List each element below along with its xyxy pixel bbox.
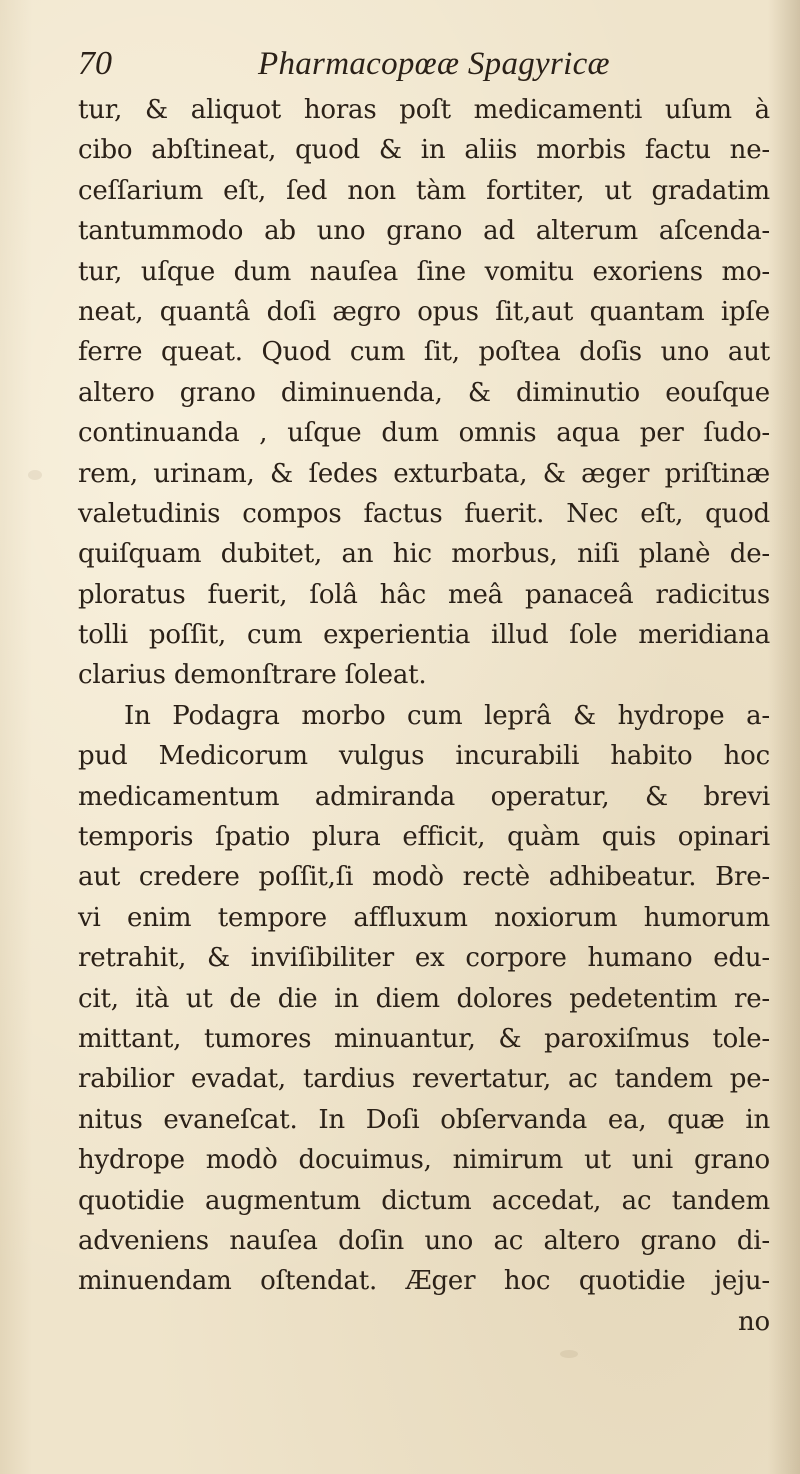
text-line: rabilior evadat, tardius revertatur, ac tandem pe- [78, 1064, 770, 1095]
paragraph-start-line: In Podagra morbo cum leprâ & hydrope a- [124, 700, 770, 731]
text-line: ploratus fuerit, ſolâ hâc meâ panaceâ radicitus [78, 579, 770, 610]
text-line: cit, ità ut de die in diem dolores pedetentim re- [78, 983, 770, 1014]
text-line: valetudinis compos factus fuerit. Nec eſt, quod [78, 498, 770, 529]
catchword: no [738, 1306, 770, 1337]
text-line: mittant, tumores minuantur, & paroxiſmus tole- [78, 1023, 770, 1054]
paper-stain [560, 1350, 578, 1358]
body-text [78, 90, 778, 1342]
paragraph-end-line: clarius demonſtrare ſoleat. [78, 660, 427, 691]
text-line: medicamentum admiranda operatur, & brevi [78, 781, 770, 812]
text-line: tantummodo ab uno grano ad alterum aſcenda- [78, 216, 770, 247]
text-line: retrahit, & inviſibiliter ex corpore humano edu- [78, 943, 770, 974]
text-line: aut credere poſſit,ſi modò rectè adhibeatur. Bre- [78, 862, 770, 893]
text-line: nitus evaneſcat. In Doſi obſervanda ea, quæ in [78, 1104, 770, 1135]
text-line: tur, & aliquot horas poſt medicamenti uſum à [78, 95, 770, 125]
running-title: Pharmacopœæ Spagyricæ [258, 46, 610, 82]
text-line: quotidie augmentum dictum accedat, ac tandem [78, 1185, 770, 1216]
paper-stain [28, 470, 42, 480]
text-line: altero grano diminuenda, & diminutio eouſque [78, 377, 770, 408]
text-line: neat, quantâ doſi ægro opus ſit,aut quantam ipſe [78, 296, 770, 327]
text-line: minuendam oſtendat. Æger hoc quotidie jeju- [78, 1266, 770, 1297]
text-line: temporis ſpatio plura efficit, quàm quis opinari [78, 822, 770, 853]
text-line: tur, uſque dum nauſea ſine vomitu exoriens mo- [78, 256, 770, 287]
page-header [78, 44, 758, 94]
text-line: adveniens nauſea doſin uno ac altero grano di- [78, 1225, 770, 1256]
text-line: quiſquam dubitet, an hic morbus, niſi planè de- [78, 539, 770, 570]
text-line: ferre queat. Quod cum ſit, poſtea doſis uno aut [78, 337, 770, 368]
text-line: cibo abſtineat, quod & in aliis morbis factu ne- [78, 135, 770, 166]
text-line: continuanda , uſque dum omnis aqua per ſudo- [78, 418, 770, 449]
text-line: ceſſarium eſt, ſed non tàm fortiter, ut gradatim [78, 175, 770, 206]
text-line: tolli poſſit, cum experientia illud ſole meridiana [78, 620, 770, 651]
text-line: hydrope modò docuimus, nimirum ut uni grano [78, 1145, 770, 1176]
text-line: pud Medicorum vulgus incurabili habito hoc [78, 741, 770, 772]
page-number: 70 [78, 45, 112, 82]
text-line: vi enim tempore affluxum noxiorum humorum [78, 902, 770, 933]
text-line: rem, urinam, & ſedes exturbata, & æger priſtinæ [78, 458, 770, 489]
